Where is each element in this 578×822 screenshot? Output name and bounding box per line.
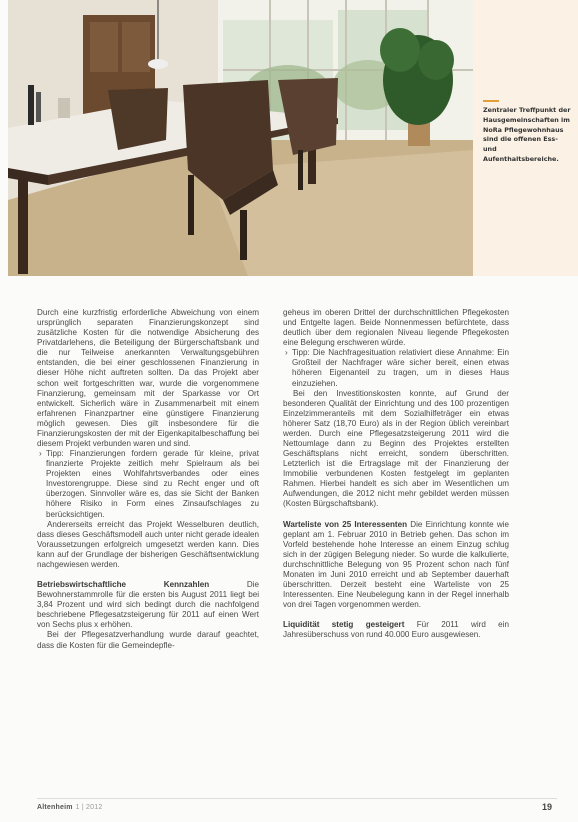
tip-text: Tipp: Die Nachfragesituation relativiert diese Annahme: Ein Großteil der Nachfrager wäre sicher bereit, einen etwas höheren Eigenanteil zu tragen, um in dieses Haus einzuziehen. [292, 348, 509, 388]
section-heading: Betriebswirtschaftliche Kennzahlen [37, 580, 210, 590]
spacer [283, 510, 509, 520]
paragraph-text: Für 2011 wird ein Jahresüberschuss von rund 40.000 Euro ausgewiesen. [283, 620, 509, 640]
paragraph: Durch eine kurzfristig erforderliche Abweichung von einem ursprünglich separaten Finanzierungskonzept sind zusätzliche Kosten für die notwendige Absicherung des Privatdarlehens, die Beteiligung der Bürgerschaftsbank und die nur Teilweise anerkannten Verwaltungsgebühren entstanden, die bei einer geschlossenen Finanzierung in dieser Höhe nicht auftreten sollten. Da das Projekt aber schon weit fortgeschritten war, wurde die vorgenommene Finanzierung, gemeinsam mit der Sparkasse vor Ort entwickelt. Sicherlich wäre in Zusammenarbeit mit einem erfahrenen Finanzpartner eine günstigere Finanzierung möglich gewesen. Dies gilt insbesondere für die Finanzierungskosten der mit der Eigenkapitalbeschaffung bei diesem Projekt verbunden waren und sind. [37, 308, 259, 449]
bullet-icon: › [285, 348, 288, 358]
spacer [37, 570, 259, 580]
footer-magazine [37, 804, 102, 811]
tip-text: Tipp: Finanzierungen fordern gerade für kleine, privat finanzierte Projekte zeitlich mehr Spielraum als bei Projekten eines Wohlfahrtsverbandes oder eines Investorengruppe. Diese sind zu Recht enger und oft überzogen. Sinnvoller wäre es, das sie Sicht der Banken höhere Risiko in Form eines Zinsaufschlages zu berücksichtigen. [46, 449, 259, 519]
paragraph: Bei der Pflegesatzverhandlung wurde darauf geachtet, dass die Kosten für die Gemeindepfle- [37, 630, 259, 650]
section-heading: Liquidität stetig gesteigert [283, 620, 405, 630]
tip-bullet [283, 348, 509, 388]
dining-room-photo [8, 0, 473, 276]
paragraph [283, 620, 509, 640]
paragraph [283, 520, 509, 611]
paragraph: geheus im oberen Drittel der durchschnittlichen Pflegekosten und Entgelte lagen. Beide Nonnenmessen befürchtete, dass deutlich über dem regionalen Niveau liegende Pflegekosten eine Belegung erschweren würde. [283, 308, 509, 348]
paragraph-text: Die Bewohnerstammrolle für die ersten bis August 2011 liegt bei 3,84 Prozent und wird sich bedingt durch die nachfolgend beschriebene Pflegesatzsteigerung für 2011 auf einen Wert von Sechs plus x erhöhen. [37, 580, 259, 630]
bullet-icon: › [39, 449, 42, 459]
page-number: 19 [542, 802, 553, 812]
issue-number: 1 | 2012 [75, 804, 103, 811]
right-column [283, 308, 509, 640]
paragraph [37, 580, 259, 630]
spacer [283, 610, 509, 620]
photo-caption: Zentraler Treffpunkt der Hausgemeinschaften im NoRa Pflegewohnhaus sind die offenen Ess- und Aufenthaltsbereiche. [483, 106, 571, 163]
magazine-name: Altenheim [37, 804, 73, 811]
paragraph: Andererseits erreicht das Projekt Wesselburen deutlich, dass dieses Geschäftsmodell auch unter nicht gerade idealen Voraussetzungen erfolgreich umgesetzt werden kann. Dies kann auf der Grundlage der bisherigen Geschäftsentwicklung nachgewiesen werden. [37, 519, 259, 569]
tip-bullet [37, 449, 259, 520]
paragraph-text: Die Einrichtung konnte wie geplant am 1. Februar 2010 in Betrieb gehen. Das schon im Vorfeld bestehende hohe Interesse an einem Einzug schlug sich in der zügigen Belegung nieder. So wurde die kalkulierte, durchschnittliche Belegung von 95 Prozent schon nach fünf Monaten im Juni 2010 erreicht und ab September dauerhaft überschritten. Derzeit besteht eine Warteliste von 25 Interessenten. Eine Neubelegung kann in der Regel innerhalb von drei Tagen vorgenommen werden. [283, 519, 510, 610]
section-heading: Warteliste von 25 Interessenten [283, 519, 408, 529]
caption-rule [483, 100, 499, 102]
left-column [37, 308, 259, 651]
footer-rule [37, 798, 557, 799]
paragraph: Bei den Investitionskosten konnte, auf Grund der besonderen Qualität der Einrichtung und des 100 prozentigen Einzelzimmeranteils mit dem Sozialhilfeträger ein etwas höherer Satz (18,70 Euro) als in der Region üblich vereinbart werden. Durch eine Pflegesatzsteigerung 2011 wird die Nettoumlage dann zu Beginn des Projektes erstellten Geschäftsplans nicht erreicht, sondern überschritten. Letzterlich ist die Ertragslage mit der Finanzierung der Immobilie verbundenen Kosten festgelegt im geplanten Rahmen. Hierbei handelt es sich aber im Wesentlichen um Aufwendungen, die 2012 nicht mehr gebildet werden müssen (Kosten Bürgschaftsbank). [283, 388, 509, 509]
